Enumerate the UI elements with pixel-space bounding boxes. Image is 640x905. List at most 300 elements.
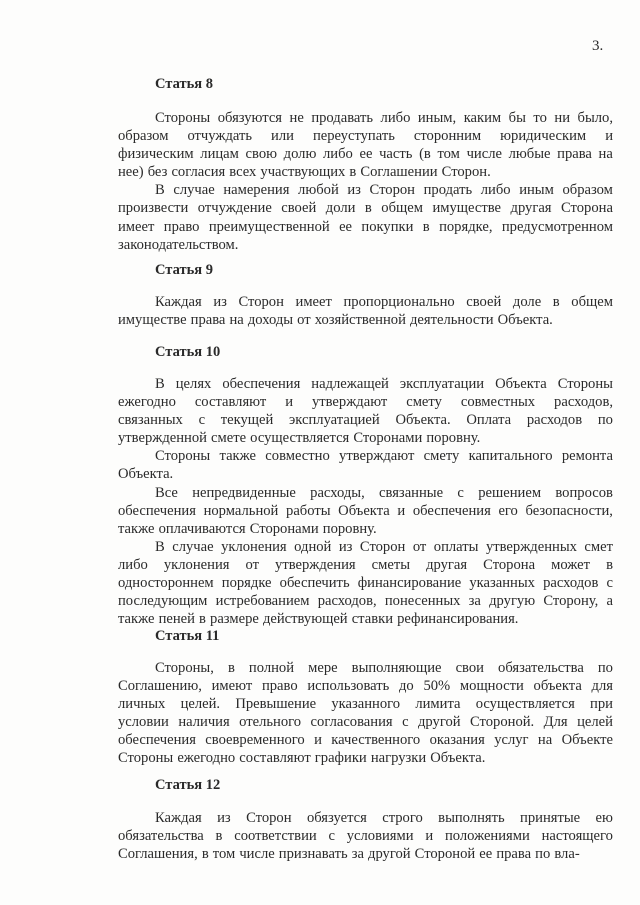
word: либо	[380, 110, 411, 126]
word: осуществляется	[250, 430, 350, 447]
word: отельного	[239, 714, 302, 731]
word: принятые	[520, 810, 581, 826]
word: расходов,	[317, 593, 377, 610]
word: настоящего	[541, 828, 613, 845]
word: с	[328, 828, 335, 845]
word: было,	[577, 110, 613, 126]
word: работы	[286, 502, 331, 519]
word: Объекта.	[395, 412, 451, 429]
word: другой	[418, 714, 461, 731]
word: Для	[543, 714, 568, 731]
word: услуг	[494, 732, 529, 749]
word: Сторона	[561, 200, 613, 217]
word: объекта	[533, 678, 582, 695]
word: утверждают	[339, 448, 415, 465]
word: либо	[323, 146, 353, 163]
word: обеспечения	[118, 732, 196, 749]
word: обеспечить	[279, 575, 350, 592]
word: ставки	[351, 611, 394, 628]
text-line	[118, 845, 613, 863]
word: личных	[118, 696, 166, 713]
word: безопасности,	[525, 502, 613, 519]
text-line	[118, 731, 613, 749]
word: ремонта	[561, 448, 613, 465]
word: текущей	[220, 412, 274, 429]
word: отчуждать	[187, 128, 253, 145]
word: Сторон	[246, 810, 292, 826]
word: в	[552, 294, 560, 310]
word: Каждая	[155, 294, 202, 310]
word: своей	[466, 294, 502, 310]
word: обеспечения	[412, 502, 491, 519]
word: лимита	[415, 696, 461, 713]
text-line	[118, 556, 613, 574]
word: уклонения	[221, 538, 287, 555]
word: также	[118, 520, 155, 537]
word: либо	[480, 182, 511, 199]
word: юридическим	[500, 128, 587, 145]
word: Объекта	[495, 376, 547, 392]
paragraph	[118, 375, 613, 447]
article-body	[118, 375, 613, 628]
text-line	[118, 375, 613, 393]
word: имуществе	[432, 200, 502, 217]
word: Соглашении	[360, 164, 438, 181]
paragraph	[118, 809, 613, 863]
word: из	[338, 538, 353, 555]
word: другая	[510, 200, 552, 217]
word: пеней	[158, 611, 195, 628]
word: доли	[325, 200, 356, 217]
page-number: 3.	[592, 38, 604, 54]
word: решением	[478, 484, 542, 501]
word: за	[468, 593, 481, 610]
word: оплачиваются	[158, 520, 246, 537]
word: доходы	[247, 312, 294, 329]
text-line	[118, 293, 613, 311]
word: указанных	[469, 575, 535, 592]
text-line	[118, 809, 613, 827]
word: хозяйственной	[314, 312, 406, 329]
word: Оплата	[466, 412, 512, 429]
word: В	[155, 538, 165, 555]
word: без	[147, 164, 168, 181]
word: в	[227, 660, 235, 676]
word: каким	[463, 110, 502, 126]
word: имеют	[211, 678, 253, 695]
word: расходов	[526, 412, 583, 429]
word: бы	[508, 110, 526, 126]
word: Каждая	[155, 810, 202, 826]
word: уклонения	[163, 556, 230, 573]
word: согласия	[171, 164, 226, 181]
word: Сторону,	[543, 593, 599, 610]
text-line	[118, 181, 613, 199]
word: долю	[283, 146, 317, 163]
word: условиями	[346, 828, 414, 845]
word: Стороны	[155, 448, 211, 465]
word: положениями	[444, 828, 530, 845]
text-line	[118, 574, 613, 592]
word: сметы	[371, 556, 411, 573]
word: смет	[584, 538, 613, 555]
word: ежегодно	[177, 750, 236, 767]
word: в	[201, 846, 209, 863]
word: финансирование	[357, 575, 462, 592]
word: поровну.	[322, 520, 377, 537]
article-body	[118, 809, 613, 863]
word: совместных	[460, 394, 536, 411]
word: из	[217, 810, 231, 826]
word: в	[606, 556, 613, 573]
word: ее	[479, 846, 493, 863]
text-line	[118, 199, 613, 217]
word: другая	[426, 556, 468, 573]
word: а	[606, 593, 613, 610]
word: переуступать	[312, 128, 395, 145]
word: мере	[308, 660, 338, 676]
text-line	[118, 592, 613, 610]
word: Сторон	[238, 294, 284, 310]
word: эксплуатацией	[289, 412, 380, 429]
paragraph	[118, 484, 613, 538]
word: составляют	[194, 394, 267, 411]
text-line	[118, 429, 613, 447]
word: качественного	[331, 732, 421, 749]
word: всех	[229, 164, 257, 181]
word: нормальной	[203, 502, 279, 519]
word: права	[496, 846, 532, 863]
word: рефинансирования.	[397, 611, 519, 628]
word: иным	[519, 182, 554, 199]
word: обязуются	[217, 110, 283, 126]
word: порядке	[221, 575, 272, 592]
text-line	[118, 713, 613, 731]
word: также	[219, 448, 257, 465]
word: в	[199, 611, 206, 628]
word: Сторон	[359, 538, 406, 555]
word: Стороной	[414, 846, 476, 863]
word: смету	[423, 448, 460, 465]
text-line	[118, 411, 613, 429]
word: обязательства	[498, 660, 584, 676]
word: Объекта	[338, 502, 390, 519]
text-line	[118, 236, 613, 254]
word: также	[118, 611, 155, 628]
word: в	[215, 828, 223, 845]
word: истребованием	[215, 593, 310, 610]
word: другой	[368, 846, 411, 863]
article-heading: Статья 10	[155, 344, 221, 360]
word: действующей	[262, 611, 348, 628]
word: по	[535, 846, 551, 863]
text-line	[118, 520, 613, 538]
article-body	[118, 109, 613, 254]
word: Сторон.	[441, 164, 491, 181]
text-line	[118, 218, 613, 236]
word: то	[533, 110, 547, 126]
word: использовать	[307, 678, 390, 695]
article-body	[118, 659, 613, 768]
article-heading: Статья 9	[155, 262, 213, 278]
text-line	[118, 163, 613, 181]
word: согласования	[310, 714, 393, 731]
text-line	[118, 393, 613, 411]
text-line	[118, 311, 613, 329]
word: ежегодно	[118, 394, 176, 411]
word: любые	[508, 146, 551, 163]
word: на	[229, 312, 244, 329]
article-heading: Статья 8	[155, 76, 213, 92]
word: целей	[577, 714, 613, 731]
word: Сторонами	[353, 430, 423, 447]
word: одной	[294, 538, 332, 555]
word: 50%	[423, 678, 451, 695]
word: ее	[339, 218, 353, 235]
word: Объекта.	[118, 466, 174, 483]
word: признавать	[278, 846, 348, 863]
word: физическим	[118, 146, 194, 163]
word: Стороны,	[155, 660, 214, 676]
word: расходов,	[554, 394, 613, 411]
word: наличия	[178, 714, 230, 731]
word: в	[349, 164, 357, 181]
word: в	[364, 200, 372, 217]
word: расходы,	[310, 484, 365, 501]
word: одностороннем	[118, 575, 214, 592]
word: другую	[489, 593, 536, 610]
word: сторонним	[413, 128, 482, 145]
word: часть	[379, 146, 413, 163]
word: связанные	[379, 484, 444, 501]
text-line	[118, 145, 613, 163]
word: покупки	[361, 218, 414, 235]
word: ее	[359, 146, 373, 163]
paragraph	[118, 659, 613, 768]
word: свои	[455, 660, 484, 676]
word: образом	[118, 128, 169, 145]
word: от	[297, 312, 311, 329]
word: имуществе	[118, 312, 187, 329]
paragraph	[118, 109, 613, 181]
word: указанного	[331, 696, 401, 713]
word: своей	[281, 200, 317, 217]
word: осуществляется	[475, 696, 575, 713]
word: Объекта.	[430, 750, 486, 767]
word: Объекте	[561, 732, 613, 749]
text-line	[118, 677, 613, 695]
word: имеет	[295, 294, 332, 310]
word: последующим	[118, 593, 208, 610]
word: Стороны	[118, 750, 174, 767]
word: случае	[172, 538, 214, 555]
word: обязательства	[118, 828, 204, 845]
word: права	[190, 312, 226, 329]
word: Превышение	[235, 696, 317, 713]
word: утверждают	[311, 394, 388, 411]
word: может	[551, 556, 591, 573]
word: участвующих	[260, 164, 346, 181]
word: Стороны	[155, 110, 211, 126]
word: совместно	[265, 448, 330, 465]
text-line	[118, 127, 613, 145]
word: Сторон	[369, 182, 415, 199]
word: деятельности	[410, 312, 494, 329]
word: смету	[406, 394, 442, 411]
text-line	[118, 502, 613, 520]
word: иным,	[417, 110, 457, 126]
word: обеспечения	[222, 376, 301, 392]
paragraph	[118, 447, 613, 483]
word: Все	[155, 484, 178, 501]
word: произвести	[118, 200, 189, 217]
word: выполнять	[438, 810, 505, 826]
word: образом	[562, 182, 613, 199]
paragraph	[118, 538, 613, 628]
word: общем	[381, 200, 423, 217]
word: обязуется	[306, 810, 367, 826]
word: с	[457, 484, 464, 501]
word: при	[590, 696, 613, 713]
word: право	[163, 218, 200, 235]
word: графики	[314, 750, 367, 767]
word: и	[397, 502, 406, 519]
word: Соглашению,	[118, 678, 202, 695]
word: расходов	[543, 575, 599, 592]
text-line	[118, 465, 613, 483]
word: целях	[175, 376, 212, 392]
paragraph	[118, 181, 613, 253]
word: имеет	[118, 218, 155, 235]
word: поровну.	[426, 430, 481, 447]
word: по	[597, 660, 613, 676]
text-line	[118, 749, 613, 767]
word: вла-	[554, 846, 580, 863]
text-line	[118, 447, 613, 465]
word: понесенных	[384, 593, 461, 610]
word: любой	[298, 182, 339, 199]
word: общем	[571, 294, 613, 310]
word: от	[245, 556, 259, 573]
word: оказания	[429, 732, 485, 749]
word: Стороной.	[470, 714, 535, 731]
word: до	[399, 678, 414, 695]
word: непредвиденные	[192, 484, 296, 501]
word: пропорционально	[343, 294, 455, 310]
word: Сторона	[483, 556, 536, 573]
word: его	[498, 502, 518, 519]
word: и	[605, 128, 613, 145]
word: по	[597, 412, 613, 429]
word: В	[155, 376, 165, 392]
word: условии	[118, 714, 169, 731]
word: отчуждение	[197, 200, 272, 217]
word: нее)	[118, 164, 144, 181]
word: вопросов	[555, 484, 613, 501]
word: или	[271, 128, 294, 145]
text-line	[118, 610, 613, 628]
word: ею	[595, 810, 613, 826]
text-line	[118, 827, 613, 845]
word: случае	[173, 182, 215, 199]
word: в	[422, 218, 430, 235]
word: выполняющие	[351, 660, 442, 676]
word: за	[351, 846, 364, 863]
word: Соглашения,	[118, 846, 198, 863]
word: утвержденных	[485, 538, 577, 555]
word: мощности	[459, 678, 524, 695]
word: капитального	[468, 448, 553, 465]
article-heading: Статья 12	[155, 777, 221, 793]
word: обеспечения	[118, 502, 196, 519]
article-heading: Статья 11	[155, 628, 220, 644]
word: составляют	[239, 750, 311, 767]
word: на	[537, 732, 553, 749]
word: числе	[466, 146, 502, 163]
word: порядке,	[439, 218, 493, 235]
word: числе	[239, 846, 275, 863]
word: предусмотренном	[501, 218, 613, 235]
word: ни	[554, 110, 571, 126]
text-line	[118, 109, 613, 127]
word: своевременного	[205, 732, 305, 749]
word: Стороны	[557, 376, 613, 392]
word: строго	[382, 810, 423, 826]
word: и	[425, 828, 434, 845]
word: с	[606, 575, 613, 592]
word: и	[314, 732, 322, 749]
word: из	[347, 182, 361, 199]
word: и	[285, 394, 294, 411]
word: (в	[419, 146, 431, 163]
text-line	[118, 484, 613, 502]
word: эксплуатации	[399, 376, 485, 392]
word: из	[213, 294, 227, 310]
word: В	[155, 182, 165, 199]
word: лицам	[200, 146, 239, 163]
word: нагрузки	[370, 750, 427, 767]
word: утверждения	[275, 556, 356, 573]
word: оплаты	[433, 538, 479, 555]
word: соответствии	[234, 828, 317, 845]
word: надлежащей	[311, 376, 389, 392]
word: Сторонами	[249, 520, 319, 537]
word: свою	[245, 146, 278, 163]
word: для	[591, 678, 613, 695]
word: доле	[512, 294, 542, 310]
word: Объекта.	[497, 312, 553, 329]
word: от	[412, 538, 427, 555]
word: смете	[211, 430, 247, 447]
word: размере	[210, 611, 259, 628]
word: либо	[118, 556, 148, 573]
word: на	[598, 146, 613, 163]
paragraph	[118, 293, 613, 329]
text-line	[118, 695, 613, 713]
word: утвержденной	[118, 430, 207, 447]
text-line	[118, 659, 613, 677]
word: не	[289, 110, 304, 126]
word: право	[261, 678, 298, 695]
article-body	[118, 293, 613, 329]
word: том	[437, 146, 460, 163]
word: полной	[248, 660, 295, 676]
word: целей.	[180, 696, 221, 713]
word: с	[402, 714, 409, 731]
word: права	[557, 146, 592, 163]
word: продавать	[311, 110, 374, 126]
word: преимущественной	[208, 218, 330, 235]
